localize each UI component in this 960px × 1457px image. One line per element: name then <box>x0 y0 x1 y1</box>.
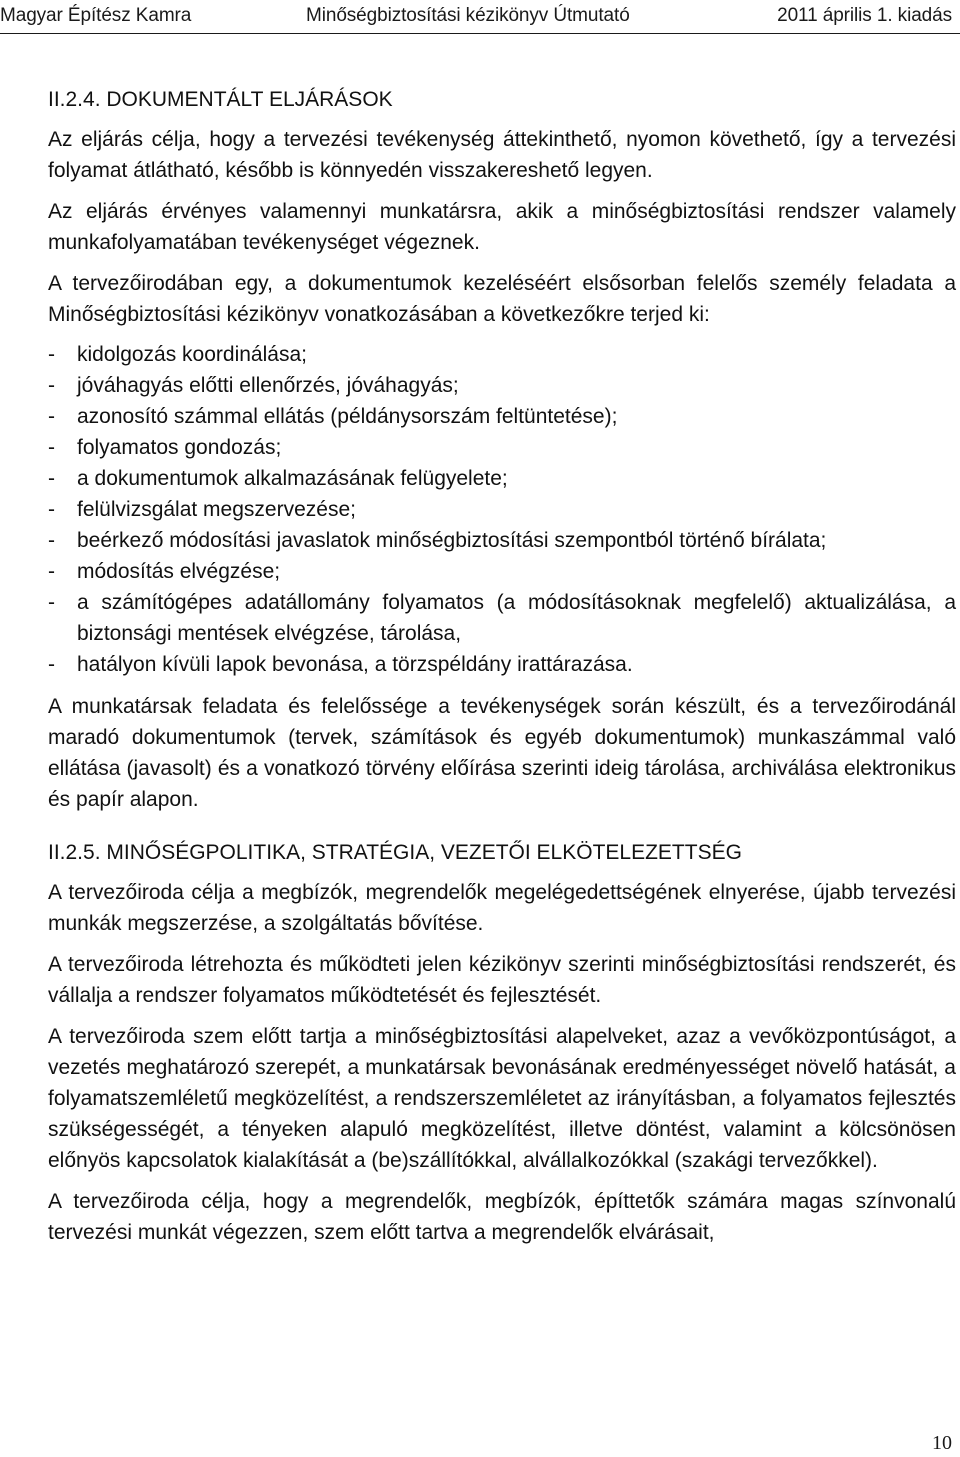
list-item: - jóváhagyás előtti ellenőrzés, jóváhagyás; <box>48 370 956 401</box>
list-item: - módosítás elvégzése; <box>48 556 956 587</box>
paragraph: A tervezőiroda létrehozta és működteti jelen kézikönyv szerinti minőségbiztosítási rendszerét, és vállalja a rendszer folyamatos működtetését és fejlesztését. <box>48 953 956 1007</box>
page-number: 10 <box>932 1432 952 1454</box>
header-organization: Magyar Építész Kamra <box>0 5 192 26</box>
list-item: - felülvizsgálat megszervezése; <box>48 494 956 525</box>
list-item: - azonosító számmal ellátás (példánysorszám feltüntetése); <box>48 401 956 432</box>
list-item: - hatályon kívüli lapok bevonása, a törzspéldány irattárazása. <box>48 649 956 680</box>
list-item: - a dokumentumok alkalmazásának felügyelete; <box>48 463 956 494</box>
section-documented-procedures <box>48 84 956 815</box>
header-document-title: Minőségbiztosítási kézikönyv Útmutató <box>306 5 630 26</box>
paragraph: Az eljárás érvényes valamennyi munkatársra, akik a minőségbiztosítási rendszer valamely munkafolyamatában tevékenységet végeznek. <box>48 200 956 254</box>
document-body <box>48 84 956 1248</box>
task-list <box>48 339 956 680</box>
list-item: - kidolgozás koordinálása; <box>48 339 956 370</box>
section-heading: II.2.5. MINŐSÉGPOLITIKA, STRATÉGIA, VEZETŐI ELKÖTELEZETTSÉG <box>48 841 742 864</box>
paragraph: A tervezőiroda szem előtt tartja a minőségbiztosítási alapelveket, azaz a vevőközpontúságot, a vezetés meghatározó szerepét, a munkatársak bevonásának eredményességet növelő hatását, a folyamatszemléletű megközelítést, a rendszerszemléletet az irányításban, a folyamatos fejlesztés szükségességét, a tényeken alapuló megközelítést, illetve döntést, valamint a kölcsönösen előnyös kapcsolatok kialakítását a (be)szállítókkal, alvállalkozókkal (szakági tervezőkkel). <box>48 1025 956 1172</box>
list-item: - a számítógépes adatállomány folyamatos (a módosításoknak megfelelő) aktualizálása, a biztonsági mentések elvégzése, tárolása, <box>48 587 956 649</box>
paragraph: A tervezőirodában egy, a dokumentumok kezeléséért elsősorban felelős személy feladata a Minőségbiztosítási kézikönyv vonatkozásában a következőkre terjed ki: <box>48 272 956 326</box>
paragraph: A tervezőiroda célja, hogy a megrendelők, megbízók, építtetők számára magas színvonalú tervezési munkát végezzen, szem előtt tartva a megrendelők elvárásait, <box>48 1190 956 1244</box>
list-item: - beérkező módosítási javaslatok minőségbiztosítási szempontból történő bírálata; <box>48 525 956 556</box>
section-quality-policy <box>48 837 956 1248</box>
header-edition: 2011 április 1. kiadás <box>777 5 952 26</box>
list-item: - folyamatos gondozás; <box>48 432 956 463</box>
section-heading: II.2.4. DOKUMENTÁLT ELJÁRÁSOK <box>48 88 393 111</box>
page-header <box>0 0 960 34</box>
paragraph: Az eljárás célja, hogy a tervezési tevékenység áttekinthető, nyomon követhető, így a tervezési folyamat átlátható, később is könnyedén visszakereshető legyen. <box>48 128 956 182</box>
paragraph: A tervezőiroda célja a megbízók, megrendelők megelégedettségének elnyerése, újabb tervezési munkák megszerzése, a szolgáltatás bővítése. <box>48 881 956 935</box>
paragraph: A munkatársak feladata és felelőssége a tevékenységek során készült, és a tervezőirodánál maradó dokumentumok (tervek, számítások és egyéb dokumentumok) munkaszámmal való ellátása (javasolt) és a vonatkozó törvény előírása szerinti ideig tárolása, archiválása elektronikus és papír alapon. <box>48 695 956 811</box>
